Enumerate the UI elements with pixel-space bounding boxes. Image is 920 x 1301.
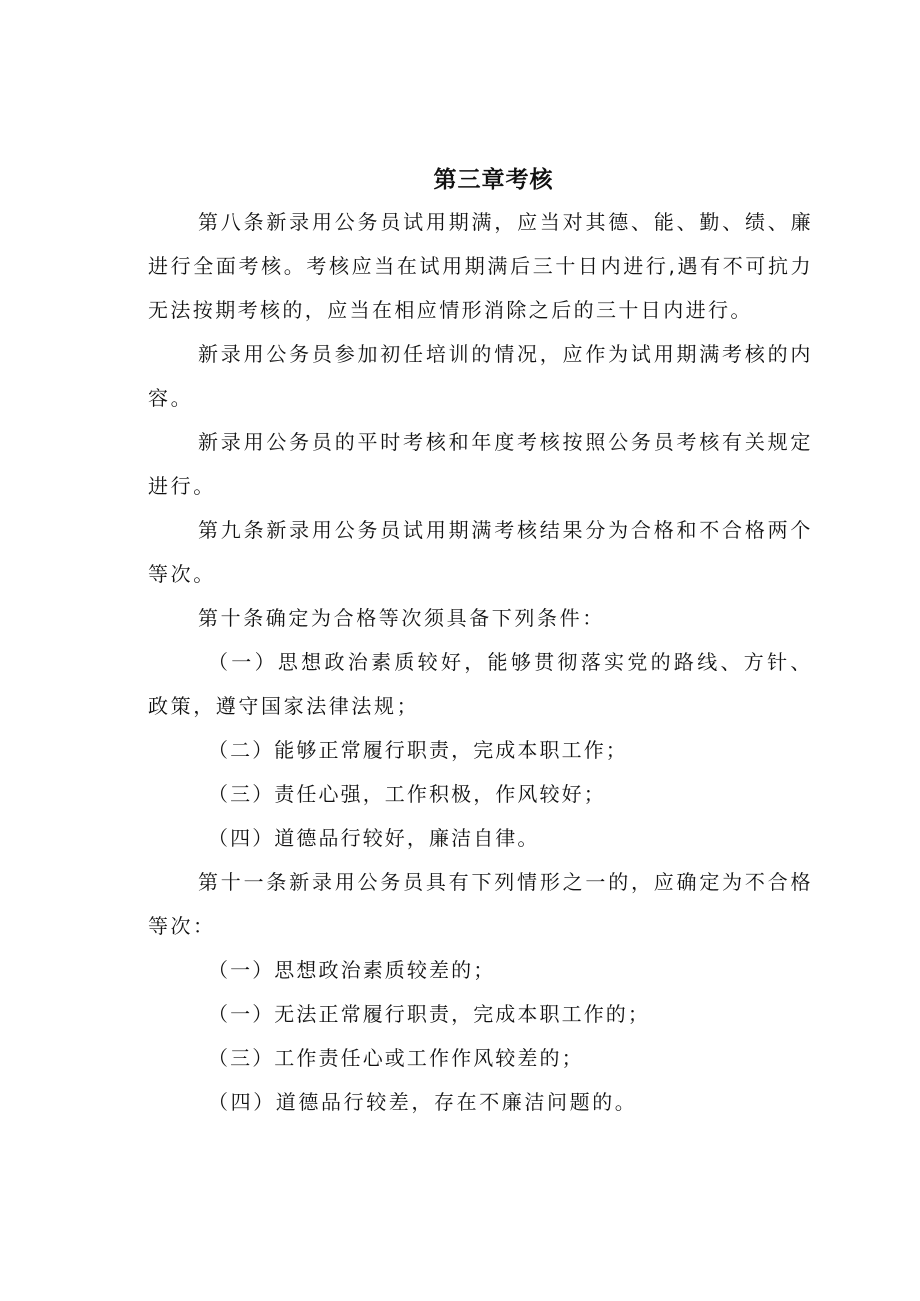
chapter-title: 第三章考核: [433, 167, 554, 193]
list-item: （一）思想政治素质较差的；: [208, 958, 496, 982]
paragraph-article-10: 第十条确定为合格等次须具备下列条件：: [198, 606, 605, 630]
list-item: （二）能够正常履行职责，完成本职工作；: [208, 738, 628, 762]
paragraph-article-8: 第八条新录用公务员试用期满，应当对其德、能、勤、绩、廉进行全面考核。考核应当在试用期满后三十日内进行,遇有不可抗力无法按期考核的，应当在相应情形消除之后的三十日内进行。: [148, 210, 813, 322]
list-item: （一）无法正常履行职责，完成本职工作的；: [208, 1002, 650, 1026]
paragraph-article-11: 第十一条新录用公务员具有下列情形之一的，应确定为不合格等次：: [148, 870, 813, 938]
paragraph-initial-training: 新录用公务员参加初任培训的情况，应作为试用期满考核的内容。: [148, 342, 813, 410]
list-item: （四）道德品行较好，廉洁自律。: [208, 826, 540, 850]
list-item: （三）工作责任心或工作作风较差的；: [208, 1046, 584, 1070]
paragraph-regular-assessment: 新录用公务员的平时考核和年度考核按照公务员考核有关规定进行。: [148, 430, 813, 498]
list-item: （三）责任心强，工作积极，作风较好；: [208, 782, 606, 806]
list-item: （四）道德品行较差，存在不廉洁问题的。: [208, 1090, 638, 1114]
paragraph-article-9: 第九条新录用公务员试用期满考核结果分为合格和不合格两个等次。: [148, 518, 813, 586]
list-item: （一）思想政治素质较好，能够贯彻落实党的路线、方针、政策，遵守国家法律法规；: [148, 650, 813, 718]
document-page: [148, 160, 813, 1124]
